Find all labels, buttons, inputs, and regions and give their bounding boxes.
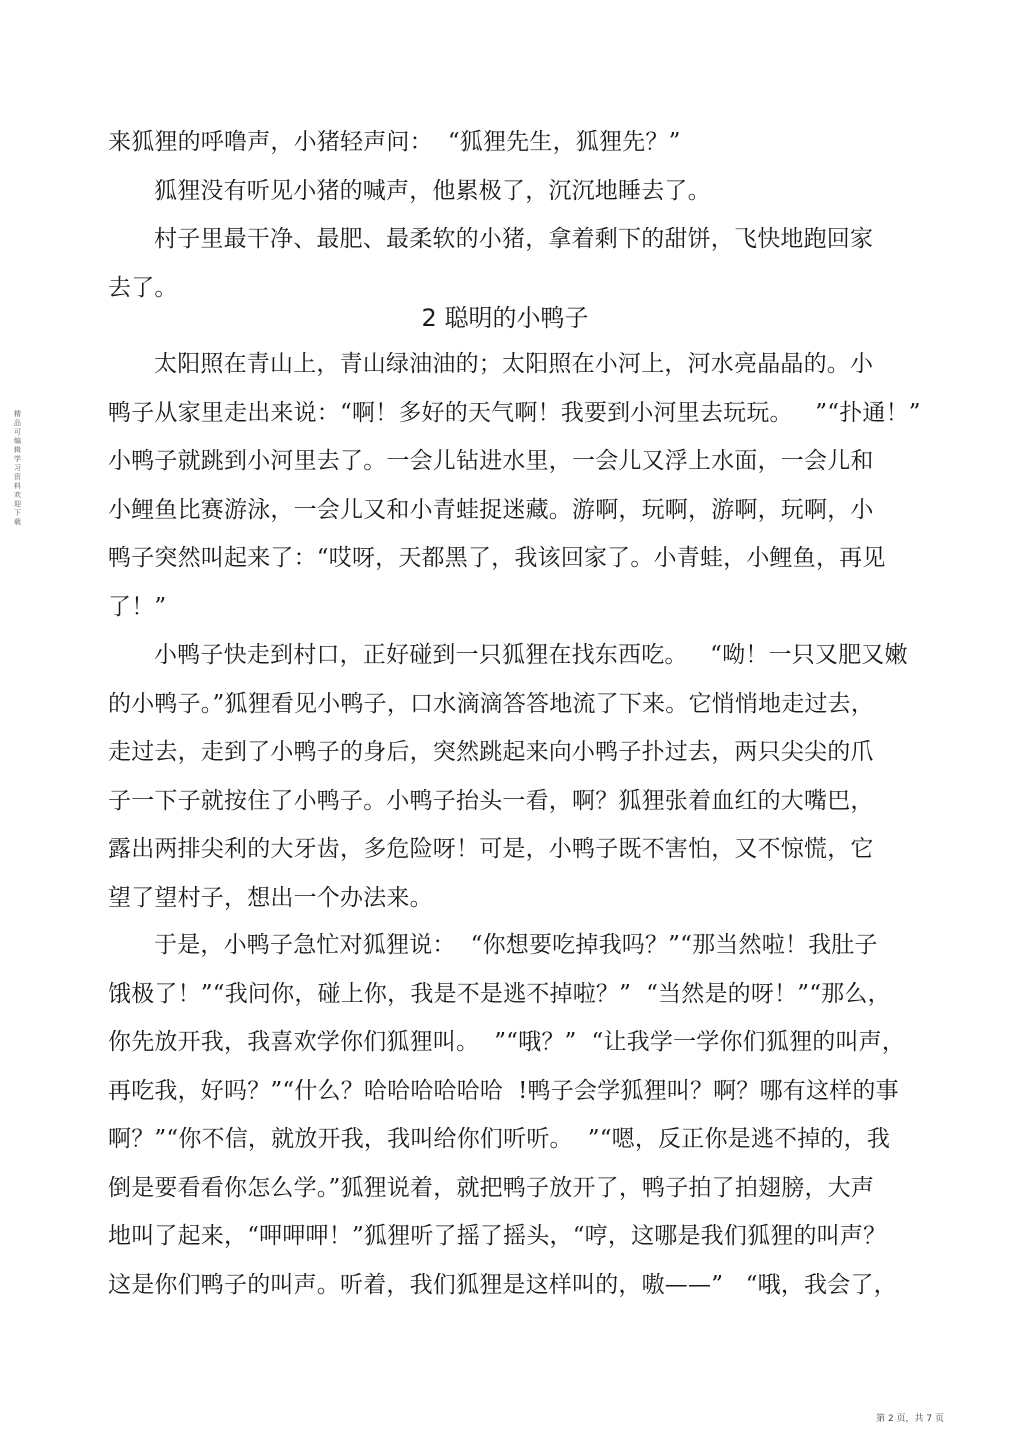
text-line: 小鸭子快走到村口，正好碰到一只狐狸在找东西吃。 “呦！一只又肥又嫩 <box>154 642 908 668</box>
text-line: 这是你们鸭子的叫声。听着，我们狐狸是这样叫的，嗷——” “哦，我会了， <box>108 1272 897 1298</box>
text-line: 小鲤鱼比赛游泳，一会儿又和小青蛙捉迷藏。游啊，玩啊，游啊，玩啊，小 <box>108 497 874 523</box>
story-title: 2 聪明的小鸭子 <box>421 304 589 332</box>
text-line: 饿极了！”“我问你，碰上你，我是不是逃不掉啦？” “当然是的呀！”“那么， <box>108 981 891 1007</box>
text-line: 鸭子突然叫起来了：“哎呀，天都黑了，我该回家了。小青蛙，小鲤鱼，再见 <box>108 545 886 571</box>
text-line: 小鸭子就跳到小河里去了。一会儿钻进水里，一会儿又浮上水面，一会儿和 <box>108 448 874 474</box>
text-line: 倒是要看看你怎么学。”狐狸说着，就把鸭子放开了，鸭子拍了拍翅膀，大声 <box>108 1175 875 1201</box>
text-line: 的小鸭子。”狐狸看见小鸭子，口水滴滴答答地流了下来。它悄悄地走过去， <box>108 691 875 717</box>
text-line: 子一下子就按住了小鸭子。小鸭子抬头一看，啊？狐狸张着血红的大嘴巴， <box>108 788 874 814</box>
text-line: 太阳照在青山上，青山绿油油的；太阳照在小河上，河水亮晶晶的。小 <box>154 351 874 377</box>
text-line: 于是，小鸭子急忙对狐狸说： “你想要吃掉我吗？”“那当然啦！我肚子 <box>154 932 878 958</box>
text-line: 村子里最干净、最肥、最柔软的小猪，拿着剩下的甜饼，飞快地跑回家 <box>154 226 874 252</box>
text-line: 鸭子从家里走出来说：“啊！多好的天气啊！我要到小河里去玩玩。 ”“扑通！” <box>108 400 921 426</box>
text-line: 露出两排尖利的大牙齿，多危险呀！可是，小鸭子既不害怕，又不惊慌，它 <box>108 836 874 862</box>
text-line: 望了望村子，想出一个办法来。 <box>108 885 433 911</box>
text-line: 去了。 <box>108 275 178 301</box>
text-line: 地叫了起来，“呷呷呷！”狐狸听了摇了摇头，“哼，这哪是我们狐狸的叫声？ <box>108 1223 887 1249</box>
text-line: 你先放开我，我喜欢学你们狐狸叫。 ”“哦？” “让我学一学你们狐狸的叫声， <box>108 1029 906 1055</box>
text-line: 再吃我，好吗？”“什么？哈哈哈哈哈哈 !鸭子会学狐狸叫？啊？哪有这样的事 <box>108 1078 899 1104</box>
text-line: 了！” <box>108 594 167 620</box>
text-line: 来狐狸的呼噜声，小猪轻声问： “狐狸先生，狐狸先？” <box>108 129 681 155</box>
text-line: 狐狸没有听见小猪的喊声，他累极了，沉沉地睡去了。 <box>154 178 711 204</box>
text-line: 啊？”“你不信，就放开我，我叫给你们听听。 ”“嗯，反正你是逃不掉的，我 <box>108 1126 891 1152</box>
page-number: 第 2 页，共 7 页 <box>876 1414 944 1424</box>
margin-note: 精品可编辑学习资料 欢迎下载 <box>14 410 21 526</box>
text-line: 走过去，走到了小鸭子的身后，突然跳起来向小鸭子扑过去，两只尖尖的爪 <box>108 739 874 765</box>
